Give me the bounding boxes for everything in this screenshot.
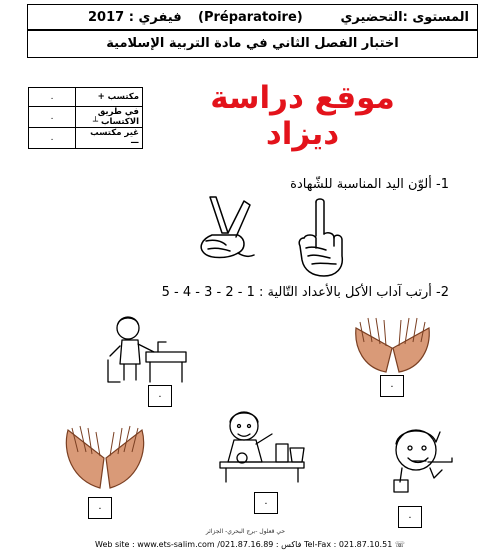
assessment-row xyxy=(29,88,143,107)
level-label: المستوى :التحضيري xyxy=(340,10,469,25)
cupped-hands-image xyxy=(350,308,435,376)
child-brushing-teeth-image xyxy=(380,418,460,496)
answer-box[interactable]: . xyxy=(398,506,422,528)
child-eating-image xyxy=(210,404,310,484)
assessment-label: غير مكتسب — xyxy=(76,128,143,149)
level-value: (Préparatoire) xyxy=(198,10,303,25)
question-2: 2- أرتب آداب الأكل بالأعداد التّالية : 1 - 2 - 3 - 4 - 5 xyxy=(161,285,449,300)
assessment-label: في طريق الاكتساب ┴ xyxy=(76,107,143,128)
peace-sign-hand-icon xyxy=(188,195,258,265)
assessment-value: . xyxy=(29,107,76,128)
assessment-row xyxy=(29,107,143,128)
child-washing-hands-image xyxy=(96,312,191,384)
footer-address: حي قعلول -برج البحري- الجزائر xyxy=(205,528,286,535)
answer-box[interactable]: . xyxy=(148,385,172,407)
raised-hands-image xyxy=(60,422,150,492)
exam-title: اختبار الفصل الثاني في مادة التربية الإسلامية xyxy=(106,36,399,51)
exam-date: فيفري : 2017 xyxy=(88,10,182,25)
assessment-value: . xyxy=(29,88,76,107)
answer-box[interactable]: . xyxy=(88,497,112,519)
answer-box[interactable]: . xyxy=(380,375,404,397)
assessment-value: . xyxy=(29,128,76,149)
answer-box[interactable]: . xyxy=(254,492,278,514)
assessment-label: مكتسب + xyxy=(76,88,143,107)
footer-contact: Web site : www.ets-salim.com /021.87.16.89 : فاكس Tel-Fax : 021.87.10.51 ☏ xyxy=(95,540,405,549)
site-watermark-banner: موقع دراسة ديزاد xyxy=(210,80,395,152)
question-1: 1- ألوّن اليد المناسبة للشّهادة xyxy=(290,177,449,192)
index-finger-hand-icon xyxy=(292,198,352,278)
assessment-row xyxy=(29,128,143,149)
header-info-box xyxy=(27,4,478,30)
assessment-key-table xyxy=(28,87,143,149)
exam-title-box xyxy=(27,30,478,58)
